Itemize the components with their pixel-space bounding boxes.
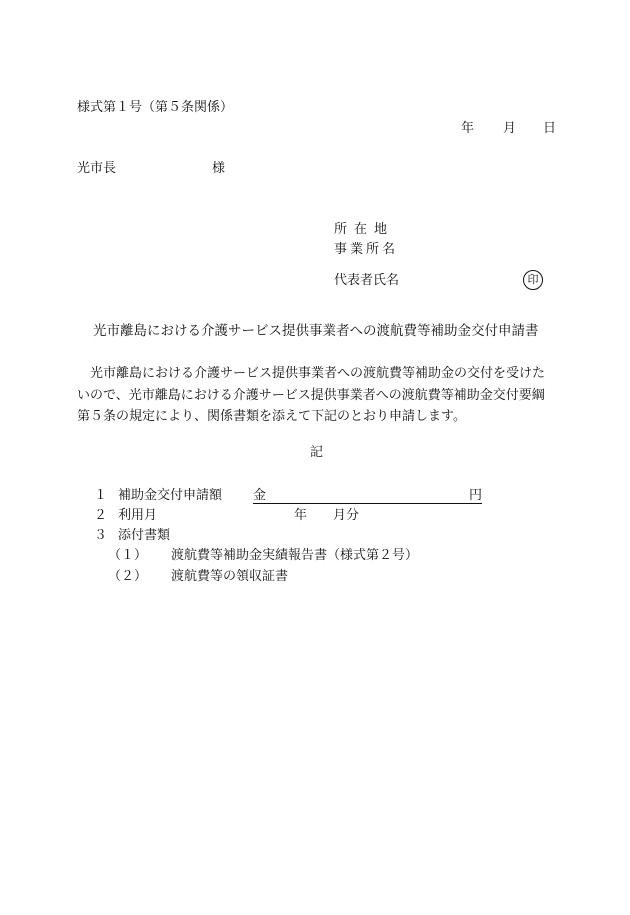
date-month-label: 月 [503,121,517,136]
attachment-number: （２） [108,569,148,584]
usage-month-label: 月分 [333,508,360,523]
item-label: 添付書類 [118,528,171,543]
amount-prefix: 金 [253,488,267,503]
document-title: 光市離島における介護サービス提供事業者への渡航費等補助金交付申請書 [93,323,539,339]
date-year-label: 年 [461,121,475,136]
amount-field[interactable] [253,488,482,504]
addressee-honorific: 様 [212,161,226,176]
applicant-office-label: 事業所名 [334,242,399,257]
ki-heading: 記 [310,445,324,460]
item-label: 利用月 [118,508,158,523]
amount-suffix: 円 [468,488,482,503]
addressee-name: 光市長 [77,161,117,176]
applicant-representative-label: 代表者氏名 [334,273,400,288]
attachment-number: （１） [108,548,148,563]
applicant-address-label: 所在地 [334,222,395,237]
attachment-item: 渡航費等補助金実績報告書（様式第２号） [171,548,419,563]
usage-year-label: 年 [294,508,308,523]
body-paragraph: 光市離島における介護サービス提供事業者への渡航費等補助金の交付を受けたいので、光市離島における介護サービス提供事業者への渡航費等補助金交付要綱第５条の規定により、関係書類を添えて下記のとおり申請します。 [77,366,546,424]
item-number: １ [94,488,108,503]
form-number: 様式第１号（第５条関係） [77,100,234,115]
item-number: ２ [94,508,108,523]
seal-icon: 印 [523,270,543,290]
item-label: 補助金交付申請額 [118,488,223,503]
item-number: ３ [94,528,108,543]
date-day-label: 日 [543,121,557,136]
attachment-item: 渡航費等の領収証書 [171,569,289,584]
